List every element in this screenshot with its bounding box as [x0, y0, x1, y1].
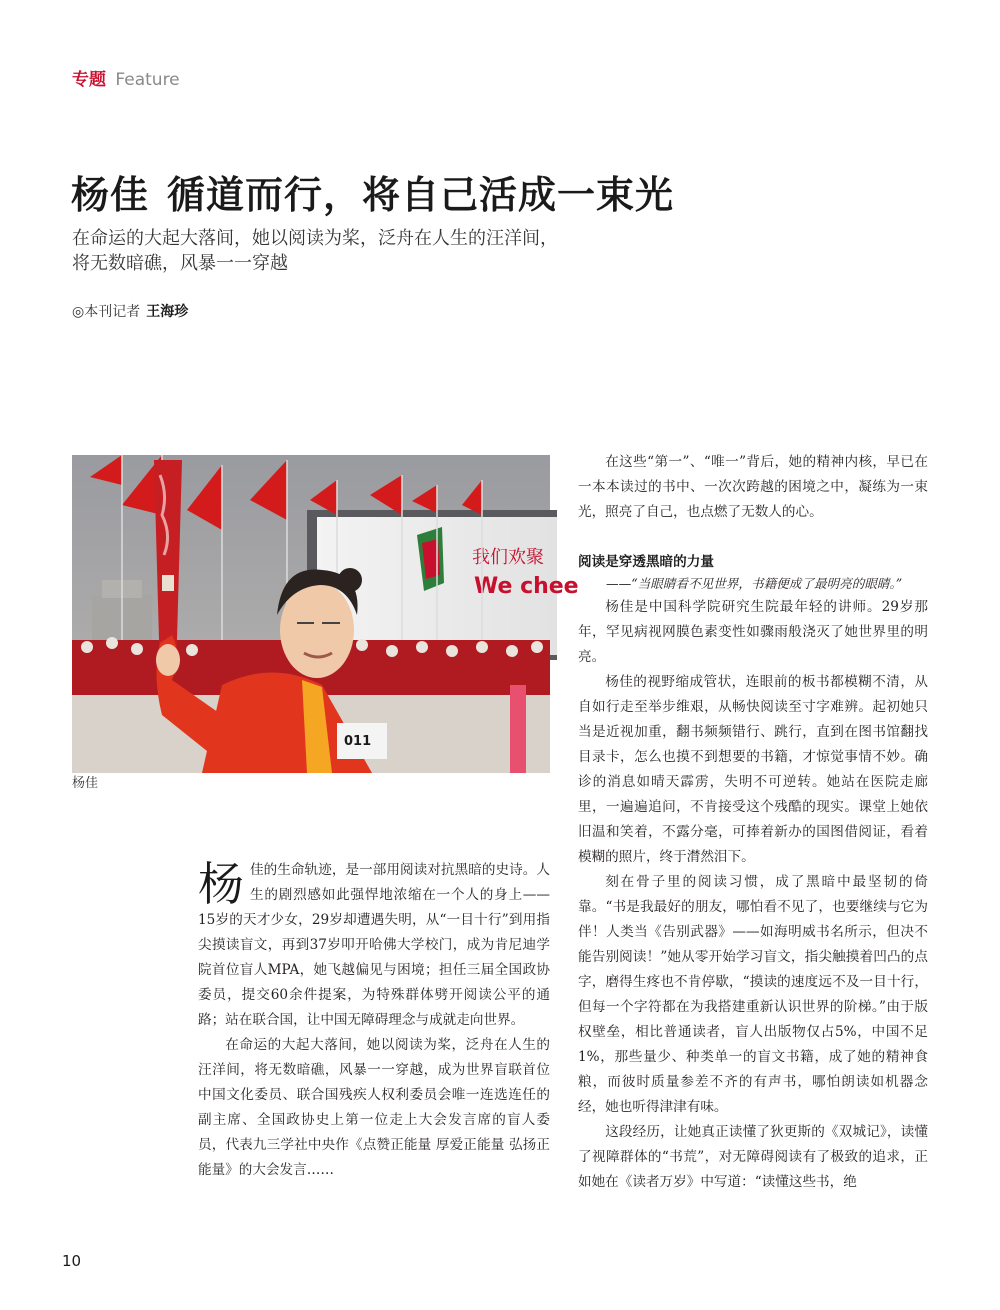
article-photo	[72, 455, 579, 773]
paragraph-text: 佳的生命轨迹，是一部用阅读对抗黑暗的史诗。人生的剧烈感如此强悍地浓缩在一个人的身上——15岁的天才少女，29岁却遭遇失明，从“一目十行”到用指尖摸读盲文，再到37岁叩开哈佛大学校门，成为肯尼迪学院首位盲人MPA，她飞越偏见与困境；担任三届全国政协委员，提交60余件提案，为特殊群体劈开阅读公平的通路；站在联合国，让中国无障碍理念与成就走向世界。	[198, 862, 550, 1028]
body-paragraph	[198, 858, 550, 1033]
photo-caption: 杨佳	[72, 776, 99, 791]
photo-illustration	[72, 455, 579, 773]
screen-text-en: We chee	[474, 574, 579, 599]
title-main: 循道而行，将自己活成一束光	[167, 173, 675, 217]
bib-number: 011	[344, 734, 372, 749]
section-tag	[72, 69, 180, 91]
body-paragraph: 杨佳是中国科学院研究生院最年轻的讲师。29岁那年，罕见病视网膜色素变性如骤雨般浇灭了她世界里的明亮。	[578, 599, 928, 665]
section-heading: 阅读是穿透黑暗的力量	[578, 554, 714, 570]
drop-cap: 杨	[198, 857, 244, 911]
page-number: 10	[62, 1252, 82, 1270]
body-paragraph: 刻在骨子里的阅读习惯，成了黑暗中最坚韧的倚靠。“书是我最好的朋友，哪怕看不见了，也要继续与它为伴！人类当《告别武器》——如海明威书名所示，但决不能告别阅读！”她从零开始学习盲文，指尖触摸着凹凸的点字，磨得生疼也不肯停歇，“摸读的速度远不及一目十行，但每一个字符都在为我搭建重新认识世界的阶梯。”由于版权壁垒，相比普通读者，盲人出版物仅占5%，中国不足1%，那些量少、种类单一的盲文书籍，成了她的精神食粮，而彼时质量参差不齐的有声书，哪怕朗读如机器念经，她也听得津津有味。	[578, 874, 928, 1115]
subtitle-line-2: 将无数暗礁，风暴一一穿越	[72, 253, 288, 274]
title-name: 杨佳	[71, 173, 150, 217]
byline-prefix: ◎本刊记者	[72, 304, 141, 320]
article-subtitle	[72, 226, 632, 276]
body-column-right	[578, 450, 928, 1195]
screen-text-cn: 我们欢聚	[472, 547, 544, 568]
section-label-en: Feature	[115, 70, 180, 90]
article-title	[71, 172, 674, 218]
epigraph: ——“当眼睛看不见世界，书籍便成了最明亮的眼睛。”	[606, 576, 903, 591]
byline-author: 王海珍	[146, 304, 189, 320]
byline	[72, 302, 188, 322]
body-paragraph: 在命运的大起大落间，她以阅读为桨，泛舟在人生的汪洋间，将无数暗礁，风暴一一穿越，成为世界盲联首位中国文化委员、联合国残疾人权利委员会唯一连选连任的副主席、全国政协史上第一位走上大会发言席的盲人委员，代表九三学社中央作《点赞正能量 厚爱正能量 弘扬正能量》的大会发言……	[198, 1037, 550, 1178]
subtitle-line-1: 在命运的大起大落间，她以阅读为桨，泛舟在人生的汪洋间，	[72, 228, 558, 249]
body-paragraph: 杨佳的视野缩成管状，连眼前的板书都模糊不清，从自如行走至举步维艰，从畅快阅读至寸字难辨。起初她只当是近视加重，翻书频频错行、跳行，直到在图书馆翻找目录卡，怎么也摸不到想要的书籍，才惊觉事情不妙。确诊的消息如晴天霹雳，失明不可逆转。她站在医院走廊里，一遍遍追问，不肯接受这个残酷的现实。课堂上她依旧温和笑着，不露分毫，可捧着新办的国图借阅证，看着模糊的照片，终于潸然泪下。	[578, 674, 928, 865]
section-label-cn: 专题	[72, 70, 106, 90]
body-paragraph: 这段经历，让她真正读懂了狄更斯的《双城记》，读懂了视障群体的“书荒”，对无障碍阅读有了极致的追求，正如她在《读者万岁》中写道：“读懂这些书，绝	[578, 1124, 928, 1190]
body-column-left	[198, 858, 550, 1183]
intro-paragraph: 在这些“第一”、“唯一”背后，她的精神内核，早已在一本本读过的书中、一次次跨越的困境之中，凝练为一束光，照亮了自己，也点燃了无数人的心。	[578, 454, 928, 520]
